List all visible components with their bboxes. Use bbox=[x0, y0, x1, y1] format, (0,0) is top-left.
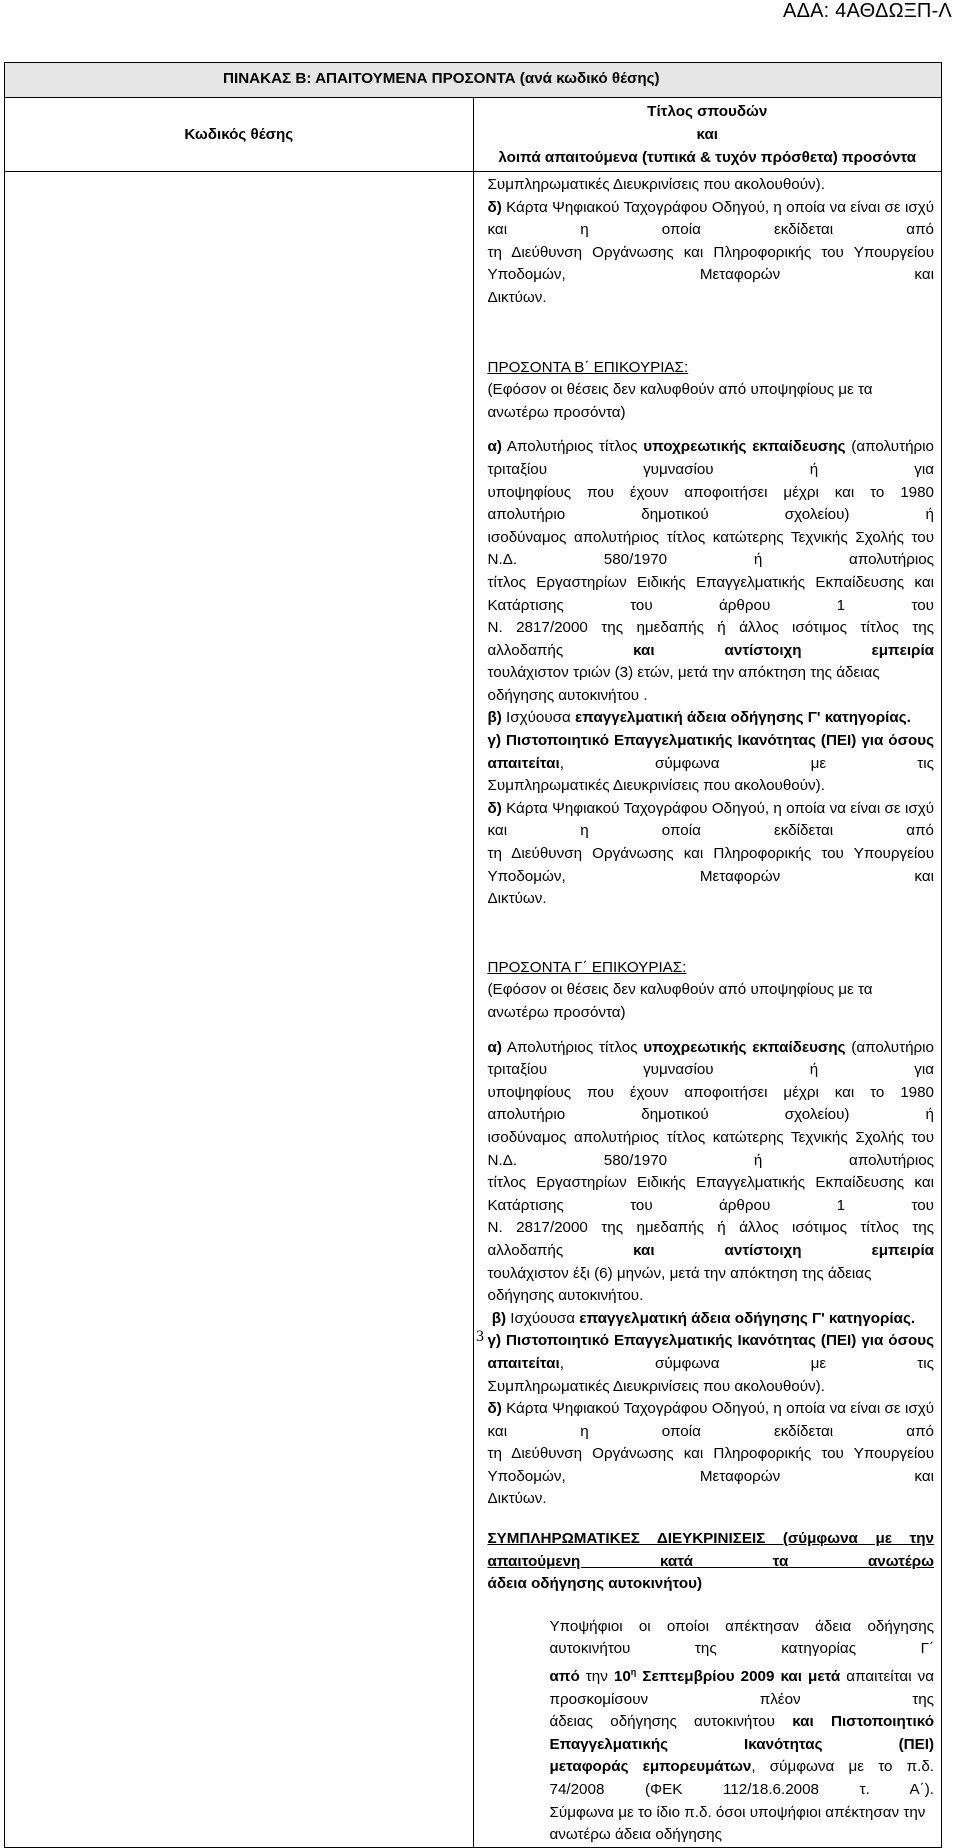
item-a-c: α) Απολυτήριος τίτλος υποχρεωτικής εκπαίδευσης (απολυτήριο τριταξίου γυμνασίου ή για bbox=[487, 1038, 934, 1079]
item-b-b: β) Ισχύουσα επαγγελματική άδεια οδήγησης Γ' κατηγορίας. bbox=[487, 709, 911, 727]
table-title: ΠΙΝΑΚΑΣ Β: ΑΠΑΙΤΟΥΜΕΝΑ ΠΡΟΣΟΝΤΑ (ανά κωδικό θέσης) bbox=[223, 70, 660, 87]
item-d-c: δ) Κάρτα Ψηφιακού Ταχογράφου Οδηγού, η οποία να είναι σε ισχύ και η οποία εκδίδεται από bbox=[487, 1400, 934, 1440]
table-title-cell bbox=[5, 63, 942, 98]
item-c-c: γ) Πιστοποιητικό Επαγγελματικής Ικανότητας (ΠΕΙ) για όσους απαιτείται, σύμφωνα με τις bbox=[487, 1332, 934, 1372]
position-code-cell bbox=[5, 172, 474, 1848]
carryover-item-d: δ) Κάρτα Ψηφιακού Ταχογράφου Οδηγού, η οποία να είναι σε ισχύ και η οποία εκδίδεται από bbox=[487, 198, 934, 239]
column-header-qualifications: Τίτλος σπουδών και λοιπά απαιτούμενα (τυπικά & τυχόν πρόσθετα) προσόντα bbox=[473, 98, 942, 172]
carryover-text: Συμπληρωματικές Διευκρινίσεις που ακολουθούν). bbox=[487, 176, 825, 193]
qualifications-cell: Συμπληρωματικές Διευκρινίσεις που ακολουθούν). δ) Κάρτα Ψηφιακού Ταχογράφου Οδηγού, η οποία να είναι σε ισχύ και η οποία εκδίδεται από τη Διεύθυνση Οργάνωσης και Πληροφορικής του Υπουργείου Υποδομών, Μεταφορών και Δικτύων. ΠΡΟΣΟΝΤΑ Β΄ ΕΠΙΚΟΥΡΙΑΣ: (Εφόσον οι θέσεις δεν καλυφθούν από υποψηφίους με τα ανωτέρω προσόντα) α) Απολυτήριος τίτλος υποχρεωτικής εκπαίδευσης (απολυτήριο τριταξίου γυμνασίου ή για υποψηφίους που έχουν αποφοιτήσει μέχρι και το 1980 απολυτήριο δημοτικού σχολείου) ή ισοδύναμος απολυτήριος τίτλος κατώτερης Τεχνικής Σχολής του Ν.Δ. 580/1970 ή απολυτήριος τίτλος Εργαστηρίων Ειδικής Επαγγελματικής Εκπαίδευσης και Κατάρτισης του άρθρου 1 του Ν. 2817/2000 της ημεδαπής ή άλλος ισότιμος τίτλος της αλλοδαπής και αντίστοιχη εμπειρία τουλάχιστον τριών (3) ετών, μετά την απόκτηση της άδειας οδήγησης αυτοκινήτου . β) Ισχύουσα επαγγελματική άδεια οδήγησης Γ' κατηγορίας. γ) Πιστοποιητικό Επαγγελματικής Ικανότητας (ΠΕΙ) για όσους απαιτείται, σύμφωνα με τις Συμπληρωματικές Διευκρινίσεις που ακολουθούν). δ) Κάρτα Ψηφιακού Ταχογράφου Οδηγού, η οποία να είναι σε ισχύ και η οποία εκδίδεται από τη Διεύθυνση Οργάνωσης και Πληροφορικής του Υπουργείου Υποδομών, Μεταφορών και Δικτύων. ΠΡΟΣΟΝΤΑ Γ΄ ΕΠΙΚΟΥΡΙΑΣ: (Εφόσον οι θέσεις δεν καλυφθούν από υποψηφίους με τα ανωτέρω προσόντα) α) Απολυτήριος τίτλος υποχρεωτικής εκπαίδευσης (απολυτήριο τριταξίου γυμνασίου ή για υποψηφίους που έχουν αποφοιτήσει μέχρι και το 1980 απολυτήριο δημοτικού σχολείου) ή ισοδύναμος απολυτήριος τίτλος κατώτερης Τεχνικής Σχολής του Ν.Δ. 580/1970 ή απολυτήριος τίτλος Εργαστηρίων Ειδικής Επαγγελματικής Εκπαίδευσης και Κατάρτισης του άρθρου 1 του Ν. 2817/2000 της ημεδαπής ή άλλος ισότιμος τίτλος της αλλοδαπής και αντίστοιχη εμπειρία τουλάχιστον έξι (6) μηνών, μετά την απόκτηση της άδειας οδήγησης αυτοκινήτου. β) Ισχύουσα επαγγελματική άδεια οδήγησης Γ' κατηγορίας. γ) Πιστοποιητικό Επαγγελματικής Ικανότητας (ΠΕΙ) για όσους απαιτείται, σύμφωνα με τις Συμπληρωματικές Διευκρινίσεις που ακολουθούν). δ) Κάρτα Ψηφιακού Ταχογράφου Οδηγού, η οποία να είναι σε ισχύ και η οποία εκδίδεται από τη Διεύθυνση Οργάνωσης και Πληροφορικής του Υπουργείου Υποδομών, Μεταφορών και Δικτύων. ΣΥΜΠΛΗΡΩΜΑΤΙΚΕΣ ΔΙΕΥΚΡΙΝΙΣΕΙΣ (σύμφωνα με την απαιτούμενη κατά τα ανωτέρω άδεια οδήγησης αυτοκινήτου) Υποψήφιοι οι οποίοι απέκτησαν άδεια οδήγησης αυτοκινήτου της κατηγορίας Γ΄ από την $10^\eta$ Σεπτεμβρίου 2009 και μετά απαιτείται να προσκομίσουν πλέον της άδειας οδήγησης αυτοκινήτου και Πιστοποιητικό Επαγγελματικής Ικανότητας (ΠΕΙ) μεταφοράς εμπορευμάτων, σύμφωνα με το π.δ. 74/2008 (ΦΕΚ 112/18.6.2008 τ. Α΄). Σύμφωνα με το ίδιο π.δ. όσοι υποψήφιοι απέκτησαν την ανωτέρω άδεια οδήγησης bbox=[473, 172, 942, 1848]
section-note-b: (Εφόσον οι θέσεις δεν καλυφθούν από υποψηφίους με τα ανωτέρω προσόντα) bbox=[487, 381, 873, 421]
section-heading-c: ΠΡΟΣΟΝΤΑ Γ΄ ΕΠΙΚΟΥΡΙΑΣ: bbox=[487, 958, 687, 976]
item-b-c: β) Ισχύουσα επαγγελματική άδεια οδήγησης Γ' κατηγορίας. bbox=[491, 1309, 916, 1327]
item-a-b: α) Απολυτήριος τίτλος υποχρεωτικής εκπαίδευσης (απολυτήριο τριταξίου γυμνασίου ή για bbox=[487, 438, 934, 478]
requirements-table bbox=[4, 62, 942, 1848]
item-d-b: δ) Κάρτα Ψηφιακού Ταχογράφου Οδηγού, η οποία να είναι σε ισχύ και η οποία εκδίδεται από bbox=[487, 799, 934, 840]
column-header-code: Κωδικός θέσης bbox=[5, 98, 474, 172]
item-c-b: γ) Πιστοποιητικό Επαγγελματικής Ικανότητας (ΠΕΙ) για όσους απαιτείται, σύμφωνα με τις bbox=[487, 732, 934, 772]
page-number: 3 bbox=[476, 1328, 484, 1345]
supplementary-paragraph: Υποψήφιοι οι οποίοι απέκτησαν άδεια οδήγησης αυτοκινήτου της κατηγορίας Γ΄ από την $10^\eta$ Σεπτεμβρίου 2009 και μετά απαιτείται να προσκομίσουν πλέον της άδειας οδήγησης αυτοκινήτου και Πιστοποιητικό Επαγγελματικής Ικανότητας (ΠΕΙ) μεταφοράς εμπορευμάτων, σύμφωνα με το π.δ. 74/2008 (ΦΕΚ 112/18.6.2008 τ. Α΄). Σύμφωνα με το ίδιο π.δ. όσοι υποψήφιοι απέκτησαν την ανωτέρω άδεια οδήγησης bbox=[549, 1617, 935, 1844]
section-note-c: (Εφόσον οι θέσεις δεν καλυφθούν από υποψηφίους με τα ανωτέρω προσόντα) bbox=[487, 981, 873, 1021]
supplementary-heading: ΣΥΜΠΛΗΡΩΜΑΤΙΚΕΣ ΔΙΕΥΚΡΙΝΙΣΕΙΣ (σύμφωνα με την απαιτούμενη κατά τα ανωτέρω bbox=[487, 1530, 934, 1570]
ada-code: ΑΔΑ: 4ΑΘΔΩΞΠ-Λ bbox=[783, 0, 952, 22]
section-heading-b: ΠΡΟΣΟΝΤΑ Β΄ ΕΠΙΚΟΥΡΙΑΣ: bbox=[487, 358, 689, 376]
